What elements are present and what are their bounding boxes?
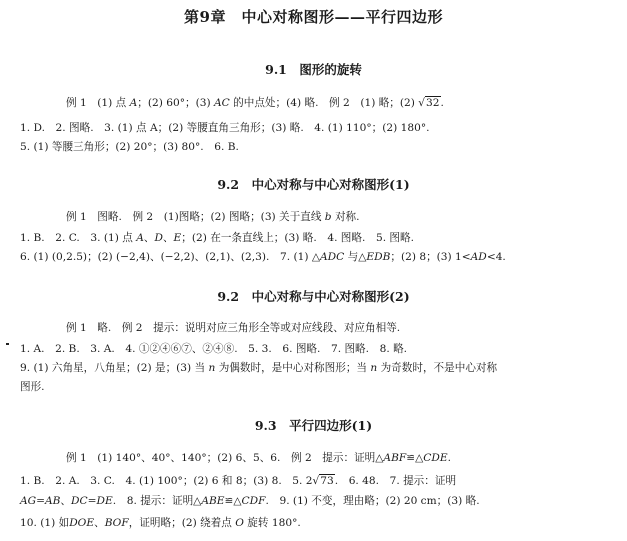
margin-mark — [6, 343, 9, 345]
answer-line: 1. B. 2. A. 3. C. 4. (1) 100°；(2) 6 和 8；(3) 8. 5. 2√73. 6. 48. 7. 提示：证明 — [20, 475, 457, 487]
answer-line: 1. A. 2. B. 3. A. 4. ①②④⑥⑦、②④⑧. 5. 3. 6. 图略. 7. 图略. 8. 略. — [20, 343, 408, 355]
section-title-9-2-2: 9.2 中心对称与中心对称图形(2) — [217, 289, 410, 304]
answer-line: 1. B. 2. C. 3. (1) 点 A、D、E；(2) 在一条直线上；(3) 略. 4. 图略. 5. 图略. — [20, 232, 414, 244]
section-title-9-1: 9.1 图形的旋转 — [265, 62, 362, 77]
section-title-9-2-1: 9.2 中心对称与中心对称图形(1) — [217, 177, 410, 192]
answer-line: 10. (1) 如DOE、BOF，证明略；(2) 绕着点 O 旋转 180°. — [20, 517, 301, 529]
answer-line: 5. (1) 等腰三角形；(2) 20°；(3) 80°. 6. B. — [20, 141, 239, 153]
answer-line: 例 1 (1) 140°、40°、140°；(2) 6、5、6. 例 2 提示：证明△ABF≌△CDE. — [66, 452, 451, 464]
answer-line: AG=AB、DC=DE. 8. 提示：证明△ABE≌△CDF. 9. (1) 不变，理由略；(2) 20 cm；(3) 略. — [20, 495, 480, 507]
answer-line: 6. (1) (0,2.5)；(2) (−2,4)、(−2,2)、(2,1)、(2,3). 7. (1) △ADC 与△EDB；(2) 8；(3) 1<AD<4. — [20, 251, 506, 263]
answer-line: 1. D. 2. 图略. 3. (1) 点 A；(2) 等腰直角三角形；(3) 略. 4. (1) 110°；(2) 180°. — [20, 122, 430, 134]
answer-line: 例 1 图略. 例 2 (1)图略；(2) 图略；(3) 关于直线 b 对称. — [66, 211, 360, 223]
chapter-title: 第9章 中心对称图形——平行四边形 — [184, 8, 443, 26]
answer-line: 图形. — [20, 381, 45, 393]
answer-line: 9. (1) 六角星，八角星；(2) 是；(3) 当 n 为偶数时，是中心对称图形；当 n 为奇数时，不是中心对称 — [20, 362, 498, 374]
answer-line: 例 1 略. 例 2 提示：说明对应三角形全等或对应线段、对应角相等. — [66, 322, 401, 334]
section-title-9-3-1: 9.3 平行四边形(1) — [254, 418, 373, 433]
answer-line: 例 1 (1) 点 A；(2) 60°；(3) AC 的中点处；(4) 略. 例 2 (1) 略；(2) √32. — [66, 97, 444, 109]
